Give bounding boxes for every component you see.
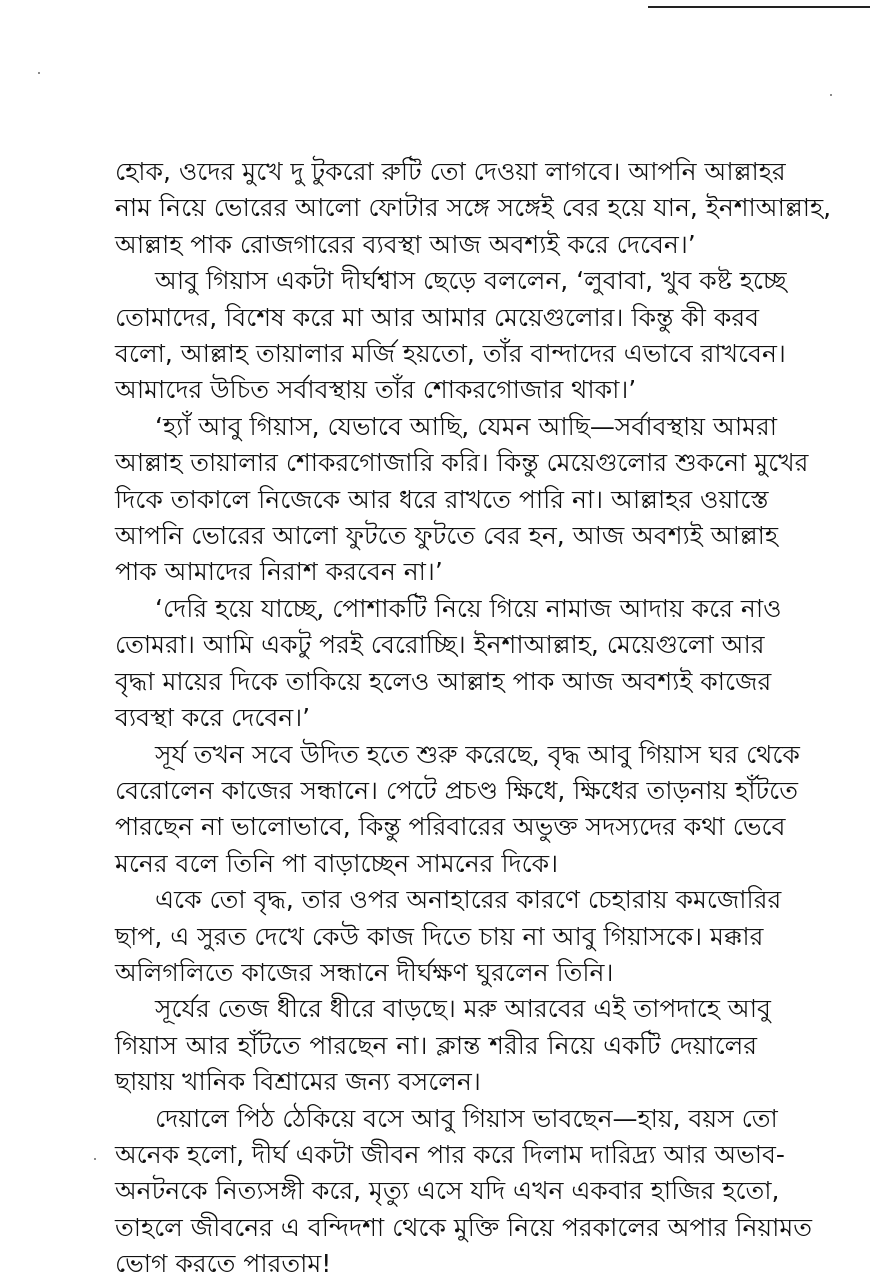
text-line: গিয়াস আর হাঁটতে পারছেন না। ক্লান্ত শরীর নিয়ে একটি দেয়ালের <box>115 1030 757 1060</box>
header-rule <box>648 6 870 8</box>
text-line: আমাদের উচিত সর্বাবস্থায় তাঁর শোকরগোজার থাকা।’ <box>115 375 637 405</box>
paragraph-7 <box>115 991 771 1100</box>
text-line: মনের বলে তিনি পা বাড়াচ্ছেন সামনের দিকে। <box>115 848 559 878</box>
text-line: সূর্য তখন সবে উদিত হতে শুরু করেছে, বৃদ্ধ আবু গিয়াস ঘর থেকে <box>155 739 800 769</box>
text-line: বলো, আল্লাহ তায়ালার মর্জি হয়তো, তাঁর বান্দাদের এভাবে রাখবেন। <box>115 339 786 369</box>
text-line: তোমাদের, বিশেষ করে মা আর আমার মেয়েগুলোর। কিন্তু কী করব <box>115 302 760 332</box>
scan-speck <box>38 72 40 74</box>
text-line: ‘দেরি হয়ে যাচ্ছে, পোশাকটি নিয়ে গিয়ে নামাজ আদায় করে নাও <box>155 593 782 623</box>
scan-speck <box>830 94 832 96</box>
text-line: ছায়ায় খানিক বিশ্রামের জন্য বসলেন। <box>115 1067 481 1097</box>
paragraph-2 <box>115 263 787 409</box>
text-line: পারছেন না ভালোভাবে, কিন্তু পরিবারের অভুক্ত সদস্যদের কথা ভেবে <box>115 812 786 842</box>
text-line: বেরোলেন কাজের সন্ধানে। পেটে প্রচণ্ড ক্ষিধে, ক্ষিধের তাড়নায় হাঁটতে <box>115 775 798 805</box>
paragraph-8 <box>115 1101 813 1283</box>
text-line: অলিগলিতে কাজের সন্ধানে দীর্ঘক্ষণ ঘুরলেন তিনি। <box>115 957 614 987</box>
text-line: তোমরা। আমি একটু পরই বেরোচ্ছি। ইনশাআল্লাহ, মেয়েগুলো আর <box>115 630 765 660</box>
paragraph-3 <box>115 409 809 591</box>
text-line: দেয়ালে পিঠ ঠেকিয়ে বসে আবু গিয়াস ভাবছেন—হায়, বয়স তো <box>155 1103 778 1133</box>
text-line: সূর্যের তেজ ধীরে ধীরে বাড়ছে। মরু আরবের এই তাপদাহে আবু <box>155 994 771 1024</box>
text-line: ‘হ্যাঁ আবু গিয়াস, যেভাবে আছি, যেমন আছি—সর্বাবস্থায় আমরা <box>155 411 778 441</box>
paragraph-1 <box>115 154 832 263</box>
scan-speck <box>94 1158 96 1160</box>
paragraph-5 <box>115 737 800 883</box>
page-body-text <box>115 154 832 1283</box>
paragraph-4 <box>115 591 782 737</box>
text-line: ভোগ করতে পারতাম! <box>115 1249 332 1279</box>
text-line: অনটনকে নিত্যসঙ্গী করে, মৃত্যু এসে যদি এখন একবার হাজির হতো, <box>115 1176 780 1206</box>
text-line: বৃদ্ধা মায়ের দিকে তাকিয়ে হলেও আল্লাহ পাক আজ অবশ্যই কাজের <box>115 666 772 696</box>
text-line: ছাপ, এ সুরত দেখে কেউ কাজ দিতে চায় না আবু গিয়াসকে। মক্কার <box>115 921 764 951</box>
text-line: তাহলে জীবনের এ বন্দিদশা থেকে মুক্তি নিয়ে পরকালের অপার নিয়ামত <box>115 1212 813 1242</box>
text-line: আল্লাহ পাক রোজগারের ব্যবস্থা আজ অবশ্যই করে দেবেন।’ <box>115 229 696 259</box>
text-line: ব্যবস্থা করে দেবেন।’ <box>115 703 311 733</box>
paragraph-6 <box>115 882 782 991</box>
text-line: অনেক হলো, দীর্ঘ একটা জীবন পার করে দিলাম দারিদ্র্য আর অভাব- <box>115 1139 785 1169</box>
text-line: আপনি ভোরের আলো ফুটতে ফুটতে বের হন, আজ অবশ্যই আল্লাহ <box>115 521 779 551</box>
text-line: একে তো বৃদ্ধ, তার ওপর অনাহারের কারণে চেহারায় কমজোরির <box>155 885 782 915</box>
text-line: আল্লাহ তায়ালার শোকরগোজারি করি। কিন্তু মেয়েগুলোর শুকনো মুখের <box>115 448 809 478</box>
text-line: আবু গিয়াস একটা দীর্ঘশ্বাস ছেড়ে বললেন, ‘লুবাবা, খুব কষ্ট হচ্ছে <box>155 266 787 296</box>
text-line: দিকে তাকালে নিজেকে আর ধরে রাখতে পারি না। আল্লাহর ওয়াস্তে <box>115 484 769 514</box>
text-line: হোক, ওদের মুখে দু টুকরো রুটি তো দেওয়া লাগবে। আপনি আল্লাহর <box>115 157 786 186</box>
text-line: পাক আমাদের নিরাশ করবেন না।’ <box>115 557 443 587</box>
text-line: নাম নিয়ে ভোরের আলো ফোটার সঙ্গে সঙ্গেই বের হয়ে যান, ইনশাআল্লাহ, <box>115 193 832 223</box>
